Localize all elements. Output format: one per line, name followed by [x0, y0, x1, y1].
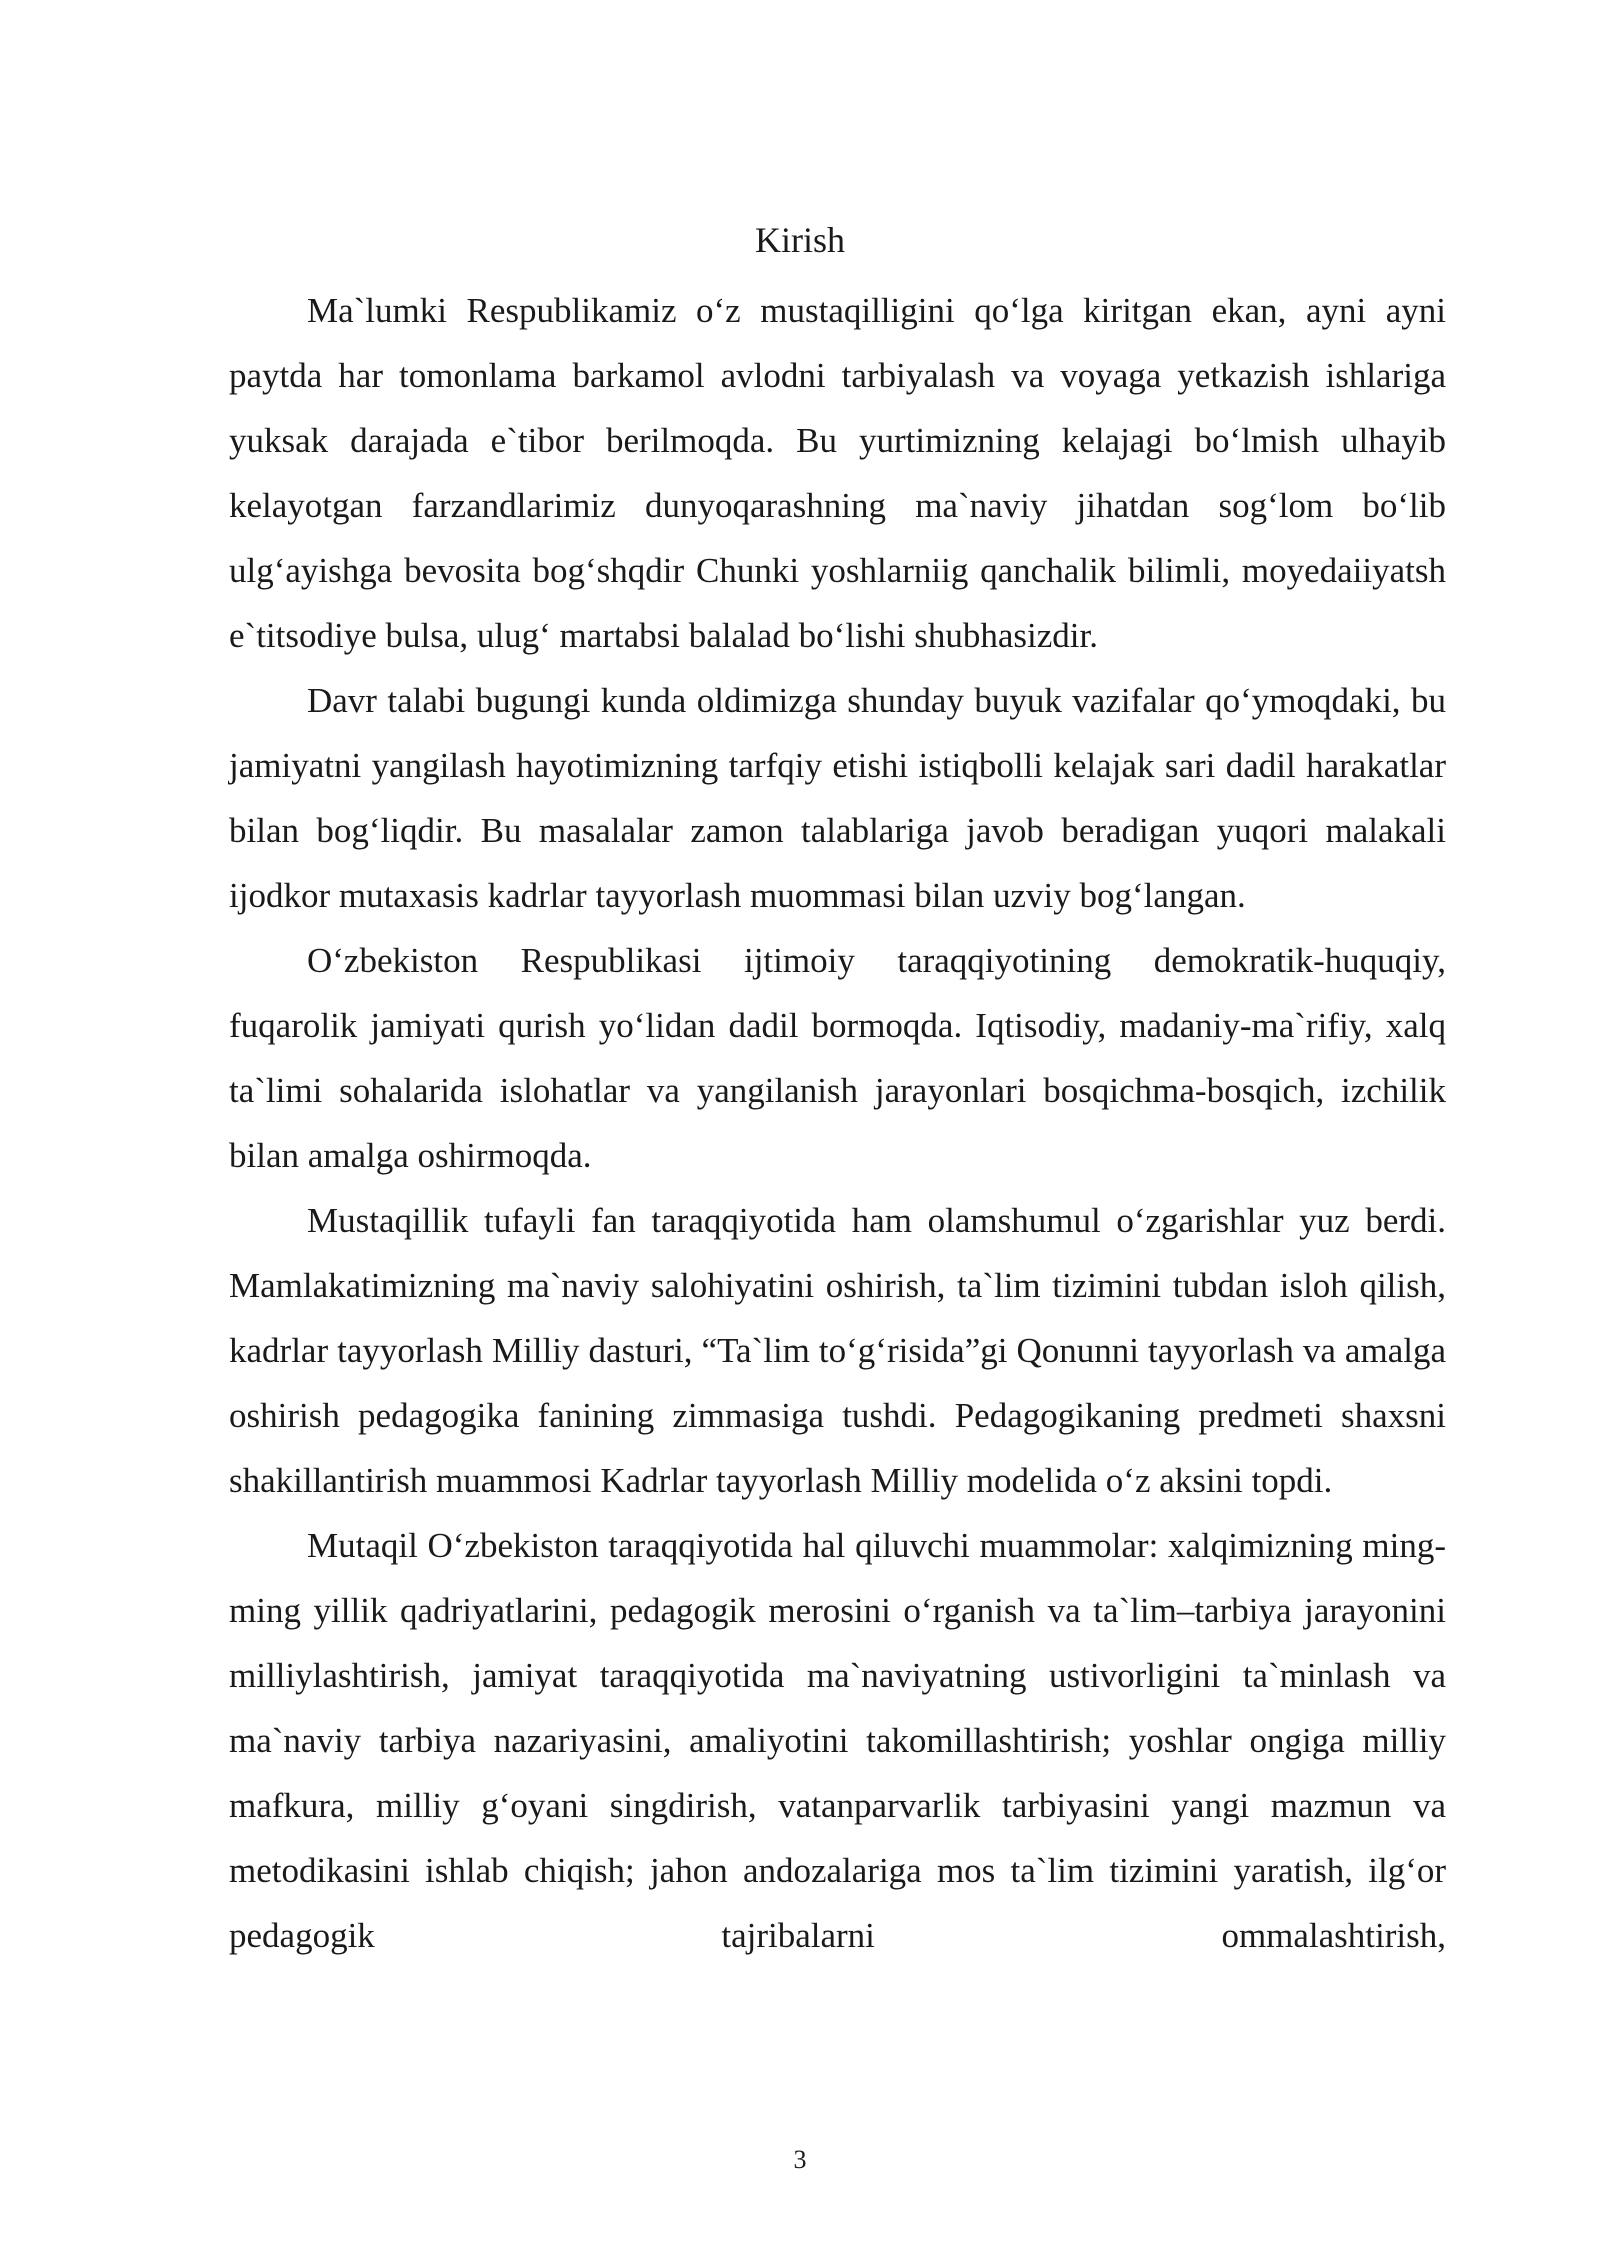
page-title: Kirish: [755, 220, 845, 260]
body-text: [229, 278, 1446, 1968]
page-number: 3: [793, 2145, 807, 2174]
paragraph: Mustaqillik tufayli fan taraqqiyotida ham olamshumul o‘zgarishlar yuz berdi. Mamlakatimizning ma`naviy salohiyatini oshirish, ta`lim tizimini tubdan isloh qilish, kadrlar tayyorlash Milliy dasturi, “Ta`lim to‘g‘risida”gi Qonunni tayyorlash va amalga oshirish pedagogika fanining zimmasiga tushdi. Pedagogikaning predmeti shaxsni shakillantirish muammosi Kadrlar tayyorlash Milliy modelida o‘z aksini topdi.: [229, 1201, 1446, 1500]
paragraph: Davr talabi bugungi kunda oldimizga shunday buyuk vazifalar qo‘ymoqdaki, bu jamiyatni yangilash hayotimizning tarfqiy etishi istiqbolli kelajak sari dadil harakatlar bilan bog‘liqdir. Bu masalalar zamon talablariga javob beradigan yuqori malakali ijodkor mutaxasis kadrlar tayyorlash muommasi bilan uzviy bog‘langan.: [229, 681, 1446, 915]
paragraph: Ma`lumki Respublikamiz o‘z mustaqilligini qo‘lga kiritgan ekan, ayni ayni paytda har tomonlama barkamol avlodni tarbiyalash va voyaga yetkazish ishlariga yuksak darajada e`tibor berilmoqda. Bu yurtimizning kelajagi bo‘lmish ulhayib kelayotgan farzandlarimiz dunyoqarashning ma`naviy jihatdan sog‘lom bo‘lib ulg‘ayishga bevosita bog‘shqdir Chunki yoshlarniig qanchalik bilimli, moyedaiiyatsh e`titsodiye bulsa, ulug‘ martabsi balalad bo‘lishi shubhasizdir.: [229, 291, 1446, 655]
paragraph-continued: Mutaqil O‘zbekiston taraqqiyotida hal qiluvchi muammolar: xalqimizning ming-ming yillik qadriyatlarini, pedagogik merosini o‘rganish va ta`lim–tarbiya jarayonini milliylashtirish, jamiyat taraqqiyotida ma`naviyatning ustivorligini ta`minlash va ma`naviy tarbiya nazariyasini, amaliyotini takomillashtirish; yoshlar ongiga milliy mafkura, milliy g‘oyani singdirish, vatanparvarlik tarbiyasini yangi mazmun va metodikasini ishlab chiqish; jahon andozalariga mos ta`lim tizimini yaratish, ilg‘or pedagogik tajribalarni ommalashtirish,: [229, 1526, 1446, 1955]
paragraph: O‘zbekiston Respublikasi ijtimoiy taraqqiyotining demokratik-huquqiy, fuqarolik jamiyati qurish yo‘lidan dadil bormoqda. Iqtisodiy, madaniy-ma`rifiy, xalq ta`limi sohalarida islohatlar va yangilanish jarayonlari bosqichma-bosqich, izchilik bilan amalga oshirmoqda.: [229, 941, 1446, 1175]
